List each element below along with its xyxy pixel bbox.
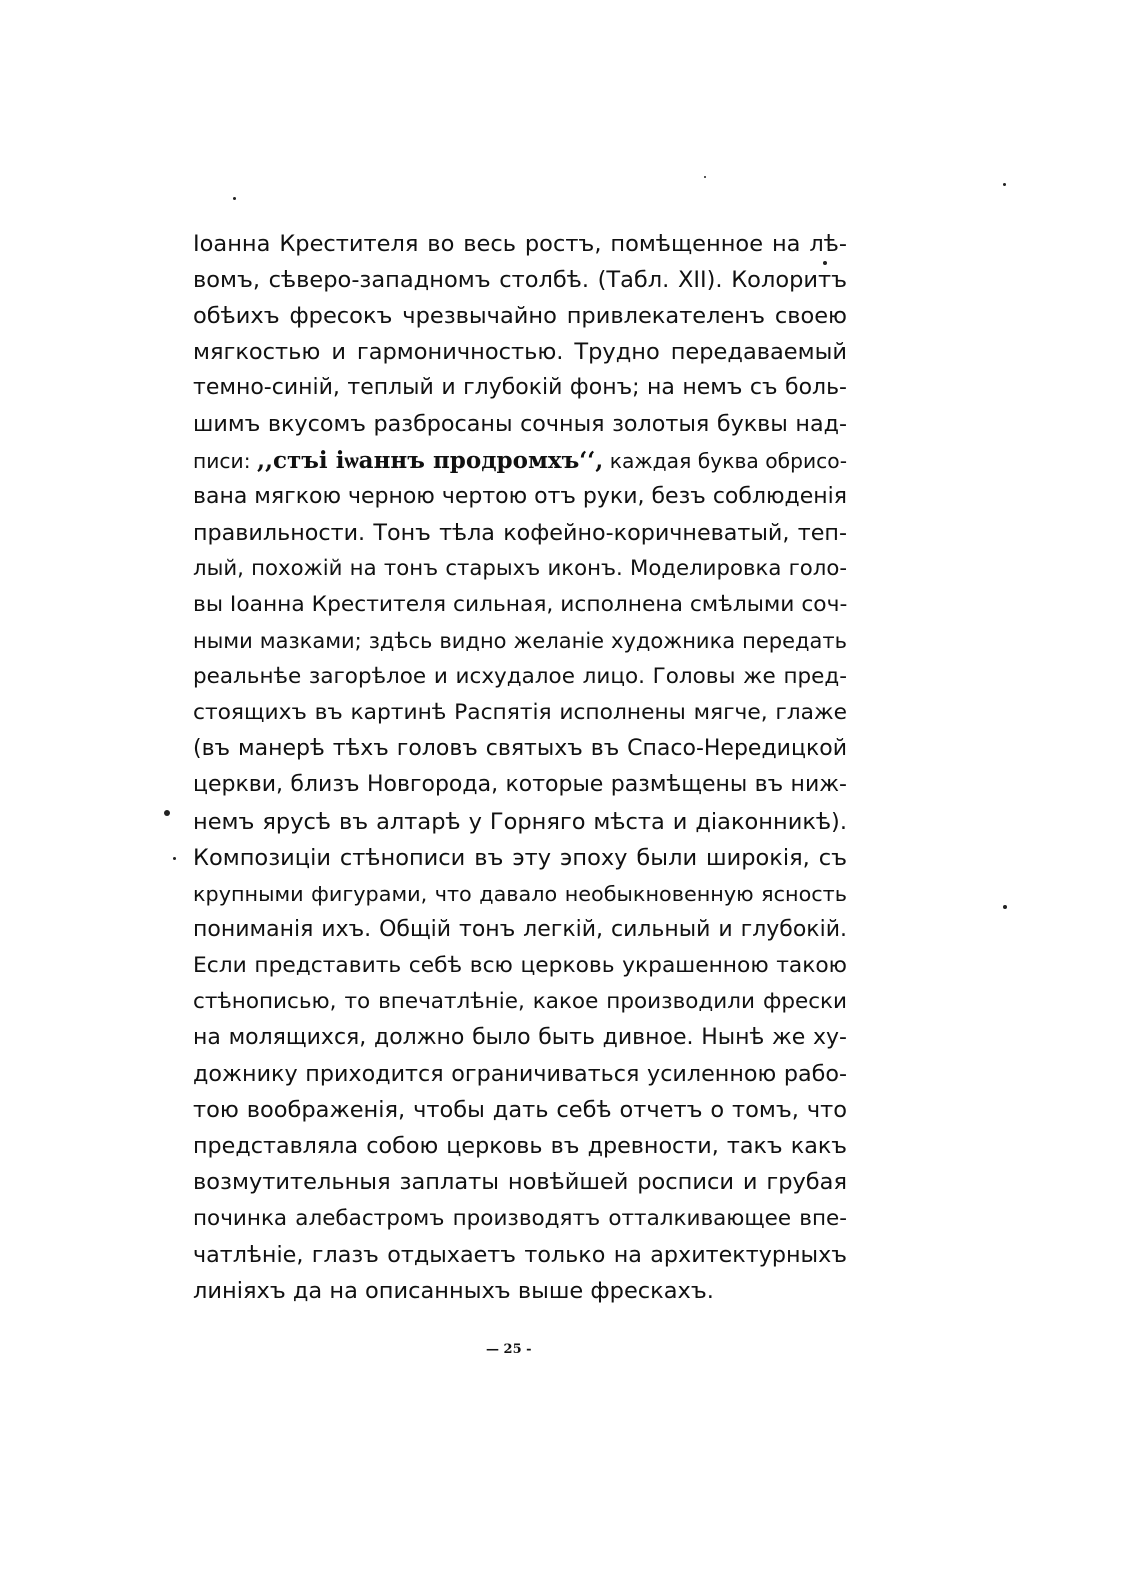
scan-speck [1003,905,1007,909]
text-line-15: (въ манерѣ тѣхъ головъ святыхъ въ Спасо-Нередицкой [193,736,847,762]
text-line-6: шимъ вкусомъ разбросаны сочныя золотыя буквы над- [193,411,847,438]
text-line-25: тою воображенія, чтобы дать себѣ отчетъ о томъ, что [193,1097,847,1124]
text-line-20: пониманія ихъ. Общій тонъ легкій, сильный и глубокій. [193,916,847,942]
text-line-29: чатлѣніе, глазъ отдыхаетъ только на архитектурныхъ [193,1241,847,1268]
page-number: — 25 - [486,1342,532,1357]
line7-suffix: каждая буква обрисо- [609,448,847,473]
text-line-4: мягкостью и гармоничностью. Трудно передаваемый [193,339,847,366]
text-line-8: вана мягкою черною чертою отъ руки, безъ соблюденія [193,483,847,509]
text-line-2: вомъ, сѣверо-западномъ столбѣ. (Табл. XII). Колоритъ [193,267,847,294]
text-line-5: темно-синій, теплый и глубокій фонъ; на немъ съ боль- [193,375,847,401]
scan-speck [823,261,827,265]
body-text [193,226,847,1309]
text-line-19: крупными фигурами, что давало необыкновенную ясность [193,881,847,906]
text-line-21: Если представить себѣ всю церковь украшенною такою [193,952,847,978]
text-line-26: представляла собою церковь въ древности, такъ какъ [193,1133,847,1160]
scan-speck [164,810,170,816]
text-line-28: починка алебастромъ производятъ отталкивающее впе- [193,1205,847,1231]
text-line-16: церкви, близъ Новгорода, которые размѣщены въ ниж- [193,772,847,798]
scan-speck [704,176,706,178]
scan-speck [233,197,236,200]
slavonic-inscription: ,,стъі іѡаннъ продромхъ‘‘, [257,446,604,474]
text-line-9: правильности. Тонъ тѣла кофейно-коричневатый, теп- [193,519,847,546]
text-line-30: линіяхъ да на описанныхъ выше фрескахъ. [193,1277,714,1304]
text-line-12: ными мазками; здѣсь видно желаніе художника передать [193,629,847,654]
text-line-3: обѣихъ фресокъ чрезвычайно привлекателенъ своею [193,303,847,330]
text-line-7 [193,443,847,479]
scan-speck [1003,183,1006,186]
text-line-23: на молящихся, должно было быть дивное. Нынѣ же ху- [193,1025,847,1051]
text-line-27: возмутительныя заплаты новѣйшей росписи и грубая [193,1169,847,1196]
scan-speck [173,857,176,860]
text-line-14: стоящихъ въ картинѣ Распятія исполнены мягче, глаже [193,700,847,726]
text-line-17: немъ ярусѣ въ алтарѣ у Горняго мѣста и діаконникѣ). [193,808,847,835]
text-line-22: стѣнописью, то впечатлѣніе, какое производили фрески [193,988,847,1014]
text-line-13: реальнѣе загорѣлое и исхудалое лицо. Головы же пред- [193,664,847,690]
text-line-18: Композиціи стѣнописи въ эту эпоху были широкія, съ [193,844,847,871]
line7-prefix: писи: [193,448,251,473]
text-line-24: дожнику приходится ограничиваться усиленною рабо- [193,1061,847,1088]
text-line-10: лый, похожій на тонъ старыхъ иконъ. Моделировка голо- [193,555,847,581]
text-line-11: вы Іоанна Крестителя сильная, исполнена смѣлыми соч- [193,591,848,617]
text-line-1: Іоанна Крестителя во весь ростъ, помѣщенное на лѣ- [193,231,847,257]
